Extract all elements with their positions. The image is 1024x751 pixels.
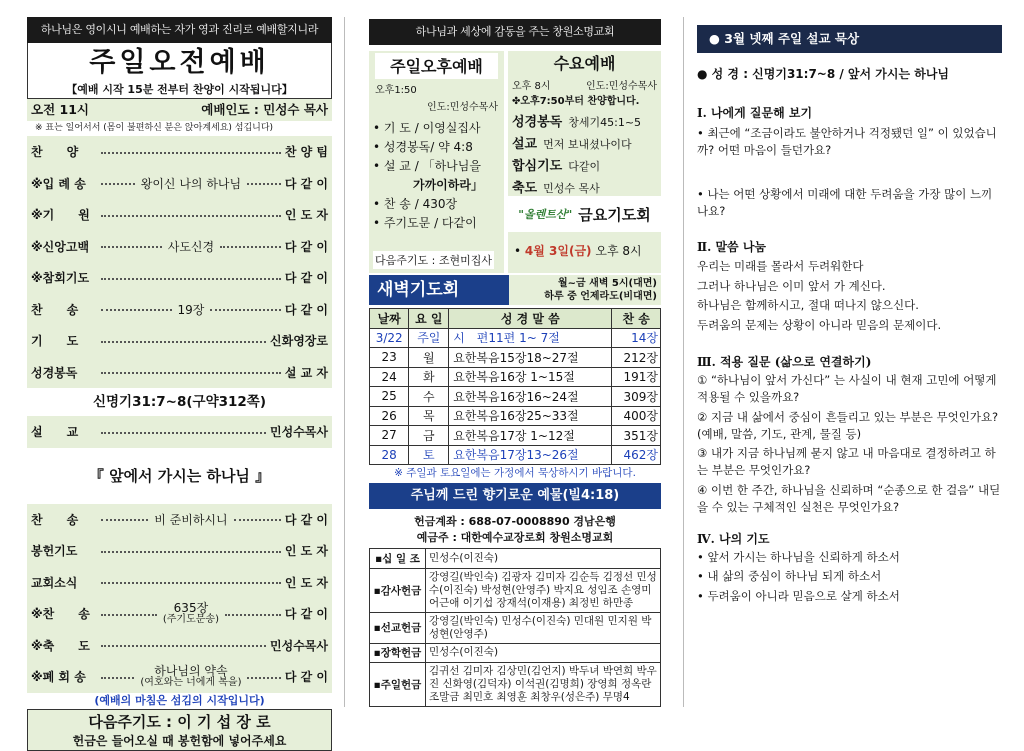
offering-row [370, 549, 661, 569]
table-cell: 화 [409, 367, 449, 387]
dawn-prayer-header [369, 275, 661, 305]
wednesday-item-label: 축도 [512, 181, 538, 196]
table-cell: 14장 [612, 328, 661, 348]
order-detail [152, 511, 229, 528]
sermon-meditation-column [697, 17, 1002, 707]
account-holder: 예금주 : 대한예수교장로회 창원소명교회 [416, 531, 614, 544]
wednesday-item-value: 다같이 [568, 160, 601, 173]
table-header: 요 일 [409, 309, 449, 329]
dotted-leader [225, 614, 281, 616]
dawn-note: ※ 주일과 토요일에는 가정에서 묵상하시기 바랍니다. [394, 467, 636, 479]
table-row [370, 445, 661, 465]
table-cell: 금 [409, 426, 449, 446]
order-detail-main: 사도신경 [167, 239, 215, 254]
table-cell: 수 [409, 387, 449, 407]
wednesday-praise-note: ✤오후7:50부터 찬양합니다. [512, 96, 640, 107]
page-title: 주일오전예배 [27, 43, 332, 81]
section-2-title: Ⅱ. 말씀 나눔 [697, 240, 767, 254]
order-label: 기 도 [31, 334, 79, 349]
order-label: ※축 도 [31, 638, 90, 653]
order-row [27, 504, 332, 536]
section-1-title: Ⅰ. 나에게 질문해 보기 [697, 106, 813, 120]
table-row [370, 426, 661, 446]
section-4-title: Ⅳ. 나의 기도 [697, 532, 770, 547]
offering-row [370, 612, 661, 643]
dotted-leader [247, 183, 281, 185]
afternoon-leader: 인도:민성수목사 [427, 102, 498, 113]
friday-prayer-title: 금요기도회 [578, 205, 651, 224]
table-cell: 25 [370, 387, 409, 407]
application-question: ③ 내가 지금 하나님께 묻지 않고 내 마음대로 결정하려고 하는 부분은 무엇인가요? [697, 446, 996, 478]
dawn-time-inperson: 월~금 새벽 5시(대면) [557, 278, 657, 289]
order-row [27, 357, 332, 389]
offering-type: ▪십 일 조 [370, 549, 426, 569]
dawn-prayer-table [369, 308, 661, 465]
order-label: 찬 송 [31, 512, 79, 527]
order-row [27, 231, 332, 263]
afternoon-worship-box [369, 51, 504, 273]
prayer-item: • 내 삶의 중심이 하나님 되게 하소서 [697, 569, 882, 584]
order-person: 인 도 자 [284, 544, 328, 559]
wednesday-item [512, 133, 661, 155]
order-label: 찬 양 [31, 145, 79, 160]
wednesday-worship-box: 수요예배 오후 8시 인도:민성수목사 ✤오후7:50부터 찬양합니다. 성경봉독 창세기45:1~5 설교 먼저 보내셨나이다 합심기도 다같이 축도 민성수 목사 "올렌트산" 금요기도회 • 4월 3일(금) 오후 8시 [508, 51, 661, 273]
order-label: 찬 송 [31, 302, 79, 317]
order-row [27, 598, 332, 630]
section-3-title: Ⅲ. 적용 질문 (삶으로 연결하기) [697, 355, 872, 370]
order-person: 민성수목사 [270, 638, 328, 653]
order-detail [176, 301, 207, 318]
table-cell: 462장 [612, 445, 661, 465]
table-cell: 월 [409, 348, 449, 368]
dotted-leader [101, 278, 281, 280]
wednesday-item-value: 먼저 보내셨나이다 [543, 138, 632, 151]
scripture-reference: 신명기31:7~8(구약312쪽) [92, 394, 267, 410]
dotted-leader [101, 432, 266, 434]
afternoon-item: 가까이하라」 [413, 178, 483, 192]
table-cell: 목 [409, 406, 449, 426]
message-line: 그러나 하나님은 이미 앞서 가 계신다. [697, 278, 886, 293]
friday-logo: "올렌트산" [518, 208, 573, 221]
afternoon-item: • 설 교 / 「하나님을 [373, 159, 481, 173]
wednesday-worship-title: 수요예배 [553, 54, 616, 73]
afternoon-column [369, 17, 661, 707]
table-cell: 400장 [612, 406, 661, 426]
offering-names: 강영길(박인숙) 민성수(이진숙) 민대원 민지원 박성현(안영주) [426, 612, 661, 643]
table-cell: 요한복음15장18~27절 [449, 348, 612, 368]
closing-note: (예배의 마침은 섬김의 시작입니다) [94, 693, 265, 707]
table-cell: 24 [370, 367, 409, 387]
order-detail-main: 왕이신 나의 하나님 [140, 176, 242, 191]
table-cell: 351장 [612, 426, 661, 446]
table-cell: 요한복음16장 1~15절 [449, 367, 612, 387]
message-line: 하나님은 함께하시고, 절대 떠나지 않으신다. [697, 298, 919, 313]
dotted-leader [101, 582, 281, 584]
table-cell: 요한복음17장 1~12절 [449, 426, 612, 446]
afternoon-item: • 주기도문 / 다같이 [373, 216, 477, 230]
order-row [27, 630, 332, 662]
order-detail-main: 비 준비하시니 [154, 512, 228, 527]
wednesday-item [512, 111, 661, 133]
order-detail [166, 238, 216, 255]
worship-time: 오전 11시 [31, 102, 89, 117]
dotted-leader [247, 677, 280, 679]
table-cell: 시 편11편 1~ 7절 [449, 328, 612, 348]
order-label: 봉헌기도 [31, 544, 78, 559]
order-row [27, 661, 332, 693]
morning-worship-column [27, 17, 332, 748]
offering-names: 민성수(이진숙) [426, 643, 661, 663]
order-detail-main: 19장 [177, 302, 205, 317]
order-person: 민성수목사 [270, 425, 328, 440]
church-header: 하나님과 세상에 감동을 주는 창원소명교회 [369, 19, 661, 45]
wednesday-item [512, 155, 661, 177]
order-person: 다 같 이 [284, 302, 329, 317]
order-person: 설 교 자 [284, 365, 328, 380]
offering-type: ▪장학헌금 [370, 643, 426, 663]
order-person: 다 같 이 [284, 239, 329, 254]
afternoon-worship-title: 주일오후예배 [375, 53, 498, 79]
order-label: ※찬 송 [31, 607, 90, 622]
order-detail-sub: (여호와는 너에게 복을) [140, 677, 242, 689]
table-cell: 23 [370, 348, 409, 368]
application-question: ④ 이번 한 주간, 하나님을 신뢰하며 “순종으로 한 걸음” 내딛을 수 있는 구체적인 실천은 무엇인가요? [697, 482, 1001, 514]
start-notice: 【예배 시작 15분 전부터 찬양이 시작됩니다】 [27, 81, 332, 99]
table-cell: 주일 [409, 328, 449, 348]
wednesday-item-value: 민성수 목사 [543, 182, 600, 195]
afternoon-next-prayer: 다음주기도 : 조현미집사 [373, 251, 494, 269]
order-person: 신화영장로 [270, 334, 328, 349]
meditation-scripture: ● 성 경 : 신명기31:7~8 / 앞서 가시는 하나님 [697, 67, 950, 81]
wednesday-item-label: 설교 [512, 137, 538, 152]
dotted-leader [101, 341, 266, 343]
order-person: 다 같 이 [284, 607, 328, 622]
table-cell: 212장 [612, 348, 661, 368]
table-cell: 27 [370, 426, 409, 446]
prayer-item: • 앞서 가시는 하나님을 신뢰하게 하소서 [697, 550, 900, 565]
worship-leader: 예배인도 : 민성수 목사 [201, 102, 328, 117]
afternoon-time: 오후1:50 [375, 85, 417, 96]
dawn-time-online: 하루 중 언제라도(비대면) [544, 291, 657, 302]
order-detail [139, 175, 243, 192]
dotted-leader [101, 519, 148, 521]
order-detail [161, 602, 221, 625]
dotted-leader [101, 551, 281, 553]
table-cell: 26 [370, 406, 409, 426]
table-row [370, 328, 661, 348]
order-detail [138, 665, 243, 688]
order-row [27, 262, 332, 294]
order-row [27, 325, 332, 357]
offering-title: 주님께 드린 향기로운 예물(빌4:18) [369, 483, 661, 509]
order-person: 다 같 이 [284, 176, 329, 191]
next-week-prayer: 다음주기도 : 이 기 섭 장 로 [88, 712, 271, 731]
dotted-leader [101, 645, 266, 647]
message-line: 두려움의 문제는 상황이 아니라 믿음의 문제이다. [697, 317, 942, 332]
dotted-leader [220, 246, 281, 248]
table-cell: 28 [370, 445, 409, 465]
order-row [27, 136, 332, 168]
dotted-leader [234, 519, 281, 521]
table-cell: 3/22 [370, 328, 409, 348]
prayer-item: • 두려움이 아니라 믿음으로 살게 하소서 [697, 588, 900, 603]
offering-names: 민성수(이진숙) [426, 549, 661, 569]
order-label: ※참회기도 [31, 271, 90, 286]
offering-names: 강영길(박인숙) 김광자 김미자 김순득 김정선 민성수(이진숙) 박성현(안영주) 박지요 성임조 손영미 어근애 이기섭 장재석(이재용) 최정빈 하만종 [426, 568, 661, 612]
question-item: • 최근에 “조금이라도 불안하거나 걱정됐던 일” 이 있었습니까? 어떤 마음이 들던가요? [697, 126, 997, 158]
order-row [27, 199, 332, 231]
meditation-header: ● 3월 넷째 주일 설교 묵상 [697, 25, 1002, 53]
sermon-title: 『 앞에서 가시는 하나님 』 [88, 466, 271, 485]
table-row [370, 387, 661, 407]
offering-row [370, 663, 661, 707]
order-row [27, 567, 332, 599]
table-cell: 요한복음16장16~24절 [449, 387, 612, 407]
order-person: 인 도 자 [284, 208, 328, 223]
table-header: 날짜 [370, 309, 409, 329]
offering-row [370, 643, 661, 663]
sermon-row [27, 416, 332, 448]
motto-header: 하나님은 영이시니 예배하는 자가 영과 진리로 예배할지니라 [27, 17, 332, 43]
wednesday-item-value: 창세기45:1~5 [568, 116, 642, 129]
order-person: 인 도 자 [284, 575, 328, 590]
table-cell: 191장 [612, 367, 661, 387]
afternoon-item: • 찬 송 / 430장 [373, 197, 458, 211]
afternoon-item: • 성경봉독/ 약 4:8 [373, 140, 473, 154]
order-label: ※신앙고백 [31, 239, 90, 254]
dotted-leader [101, 372, 281, 374]
order-label: 성경봉독 [31, 365, 78, 380]
order-label: ※폐 회 송 [31, 670, 86, 685]
application-question: ① “하나님이 앞서 가신다” 는 사실이 내 현재 고민에 어떻게 적용될 수 있을까요? [697, 373, 997, 405]
friday-time: 오후 8시 [591, 244, 642, 258]
offering-note: 헌금은 들어오실 때 봉헌함에 넣어주세요 [72, 733, 287, 748]
order-of-service [27, 136, 332, 388]
wednesday-item-label: 성경봉독 [512, 115, 563, 130]
order-person: 다 같 이 [284, 271, 328, 286]
order-row [27, 168, 332, 200]
table-cell: 토 [409, 445, 449, 465]
question-item: • 나는 어떤 상황에서 미래에 대한 두려움을 가장 많이 느끼나요? [697, 186, 993, 218]
table-row [370, 348, 661, 368]
order-row [27, 535, 332, 567]
offering-type: ▪주일헌금 [370, 663, 426, 707]
table-cell: 309장 [612, 387, 661, 407]
offering-type: ▪감사헌금 [370, 568, 426, 612]
offering-type: ▪선교헌금 [370, 612, 426, 643]
table-header: 찬 송 [612, 309, 661, 329]
friday-date: 4월 3일(금) [524, 244, 592, 258]
order-label: 설 교 [31, 425, 79, 440]
order-person: 찬 양 팀 [284, 145, 328, 160]
dotted-leader [210, 309, 281, 311]
standing-note: ※ 표는 일어서서 (몸이 불편하신 분은 앉아계세요) 섬깁니다) [35, 123, 274, 133]
table-header: 성 경 말 씀 [449, 309, 612, 329]
dotted-leader [101, 183, 135, 185]
dotted-leader [101, 677, 134, 679]
dotted-leader [101, 246, 162, 248]
order-label: 교회소식 [31, 575, 78, 590]
message-line: 우리는 미래를 몰라서 두려워한다 [697, 259, 864, 273]
offering-row [370, 568, 661, 612]
table-cell: 요한복음16장25~33절 [449, 406, 612, 426]
offering-table [369, 548, 661, 707]
dotted-leader [101, 152, 281, 154]
dotted-leader [101, 309, 172, 311]
order-detail-main: 635장 [173, 601, 209, 616]
bank-account: 헌금계좌 : 688-07-0008890 경남은행 [414, 515, 616, 528]
order-label: ※기 원 [31, 208, 90, 223]
order-detail-main: 하나님의 약속 [154, 664, 228, 679]
table-cell: 요한복음17장13~26절 [449, 445, 612, 465]
dawn-prayer-title: 새벽기도회 [369, 275, 509, 305]
table-row [370, 367, 661, 387]
wednesday-leader: 인도:민성수목사 [586, 81, 657, 92]
order-row [27, 294, 332, 326]
order-person: 다 같 이 [284, 670, 328, 685]
dotted-leader [101, 614, 157, 616]
order-person: 다 같 이 [284, 512, 329, 527]
wednesday-item-label: 합심기도 [512, 159, 563, 174]
order-label: ※입 례 송 [31, 176, 86, 191]
order-detail-sub: (주기도문송) [162, 614, 219, 626]
application-question: ② 지금 내 삶에서 중심이 흔들리고 있는 부분은 무엇인가요? (예배, 말씀, 기도, 관계, 물질 등) [697, 409, 999, 441]
afternoon-item: • 기 도 / 이영실집사 [373, 121, 481, 135]
dotted-leader [101, 215, 281, 217]
offering-names: 김귀선 김미자 김상민(김언지) 박두녀 박연희 박우진 신화영(김덕자) 이석권(김명희) 장영희 정옥란 조말금 최민호 최영훈 최창우(성은주) 무명4 [426, 663, 661, 707]
wednesday-time: 오후 8시 [512, 81, 551, 92]
table-row [370, 406, 661, 426]
